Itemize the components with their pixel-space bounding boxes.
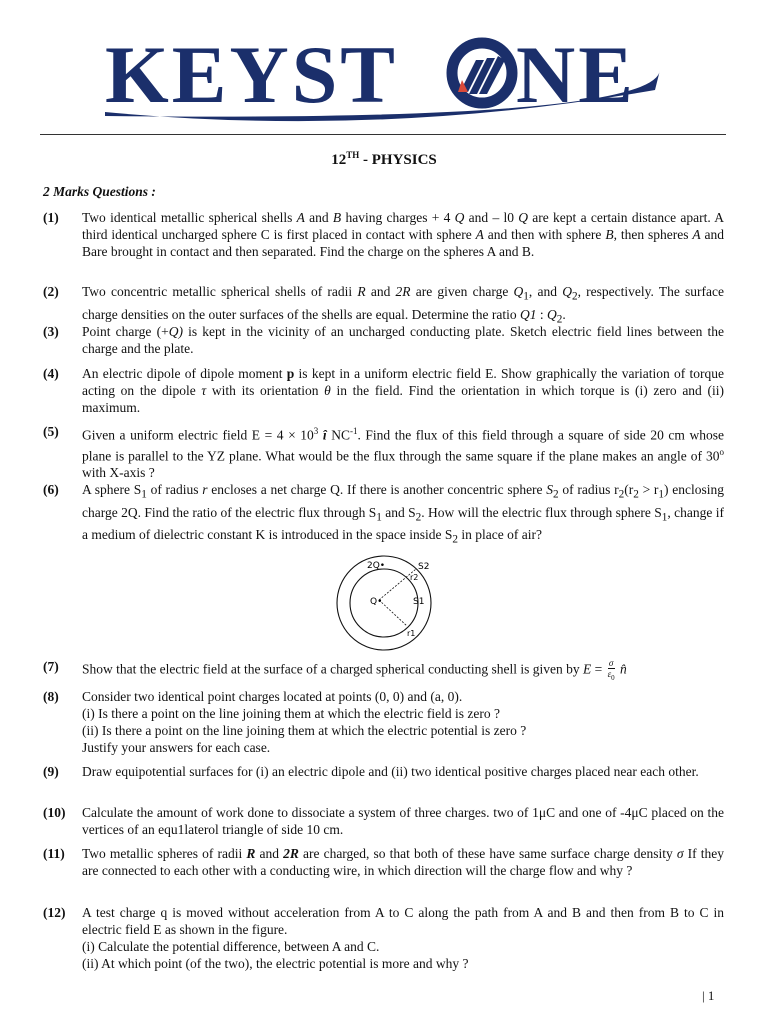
label-2q: 2Q• (367, 561, 386, 571)
label-r2: r2 (410, 573, 419, 582)
question-5 (43, 423, 724, 481)
label-s2: S2 (418, 562, 430, 572)
question-text: Two metallic spheres of radii R and 2R are charged, so that both of these have same surface charge density σ If they are connected to each other with a conducting wire, in which direction will the charge flow and why ? (82, 846, 724, 878)
question-text: Point charge (+Q) is kept in the vicinity of an uncharged conducting plate. Sketch electric field lines between the charge and the plate. (82, 324, 724, 356)
question-text (82, 688, 724, 756)
question-text: Two identical metallic spherical shells A and B having charges + 4 Q and – l0 Q are kept a certain distance apart. A third identical uncharged sphere C is first placed in contact with sphere A and then with sphere B, then spheres A and Bare brought in contact and then separated. Find the charge on the spheres A and B. (82, 210, 725, 259)
question-text: Given a uniform electric field $E = 4 \times 10^3$ î $NC^{-1}$. Find the flux of this field through a square of side 20 cm whose plane is parallel to the YZ plane. What would be the flux through the same square if the plane makes an angle of 30$^o$ with X-axis ? (82, 426, 724, 480)
question-number: (2) (43, 284, 59, 299)
question-2 (43, 283, 724, 328)
question-8 (43, 688, 724, 756)
concentric-spheres-figure (334, 553, 434, 653)
question-number: (5) (43, 424, 59, 439)
question-line: A test charge q is moved without acceleration from A to C along the path from A and B and then from B to C in electric field E as shown in the figure. (82, 905, 724, 937)
question-12 (43, 904, 724, 972)
page-number: | 1 (702, 988, 715, 1003)
label-r1: r1 (407, 629, 416, 638)
question-number: (4) (43, 366, 59, 381)
question-3 (43, 323, 724, 357)
sigma-over-epsilon: $\frac{\sigma}{\varepsilon_0}$ (607, 658, 615, 682)
question-text: Two concentric metallic spherical shells of radii R and 2R are given charge $Q_1$, and $Q_2$, respectively. The surface charge densities on the outer surfaces of the shells are equal. Determine the ratio Q1 : $Q_2$. (82, 284, 724, 326)
question-line: (i) Is there a point on the line joining them at which the electric field is zero ? (82, 706, 500, 721)
question-7 (43, 658, 724, 683)
logo-text-right: NE (516, 30, 636, 120)
label-q: Q• (370, 597, 383, 607)
question-text: Draw equipotential surfaces for (i) an electric dipole and (ii) two identical positive charges placed near each other. (82, 764, 699, 779)
question-line: (ii) At which point (of the two), the electric potential is more and why ? (82, 956, 469, 971)
question-number: (8) (43, 689, 59, 704)
inner-sphere-s1 (350, 569, 418, 637)
question-number: (7) (43, 659, 59, 674)
question-line: (ii) Is there a point on the line joining them at which the electric potential is zero ? (82, 723, 527, 738)
question-1 (43, 209, 724, 260)
question-9 (43, 763, 724, 780)
question-number: (10) (43, 805, 66, 820)
question-number: (12) (43, 905, 66, 920)
question-text: Show that the electric field at the surface of a charged spherical conducting shell is given by E = $\frac{\sigma}{\varepsilon_0}$ n̂ (82, 658, 627, 682)
question-number: (6) (43, 482, 59, 497)
keystone-logo (100, 30, 670, 135)
question-text (82, 904, 724, 972)
page-title: 12TH - PHYSICS (331, 150, 437, 168)
question-number: (9) (43, 764, 59, 779)
section-title: 2 Marks Questions : (43, 184, 156, 199)
question-10 (43, 804, 724, 838)
question-line: (i) Calculate the potential difference, between A and C. (82, 939, 380, 954)
question-line: Consider two identical point charges located at points (0, 0) and (a, 0). (82, 689, 463, 704)
label-s1: S1 (413, 597, 425, 607)
logo-text-left: KEYST (105, 30, 398, 120)
question-11 (43, 845, 724, 879)
question-line: Justify your answers for each case. (82, 740, 271, 755)
header-divider (40, 134, 726, 135)
logo-o-emblem (452, 43, 512, 103)
radius-r1-line (379, 600, 407, 626)
question-text: Calculate the amount of work done to dissociate a system of three charges. two of 1μC and one of -4μC placed on the vertices of an equ1laterol triangle of side 10 cm. (82, 805, 724, 837)
question-text: An electric dipole of dipole moment p is kept in a uniform electric field E. Show graphically the variation of torque acting on the dipole τ with its orientation θ in the field. Find the orientation in which torque is (i) zero and (ii) maximum. (82, 366, 724, 415)
question-4 (43, 365, 724, 416)
question-number: (3) (43, 324, 59, 339)
question-6 (43, 481, 724, 549)
question-number: (1) (43, 210, 59, 225)
question-text: A sphere $S_1$ of radius r encloses a net charge Q. If there is another concentric sphere $S_2$ of radius $r_2(r_2 > r_1)$ enclosing charge 2Q. Find the ratio of the electric flux through $S_1$ and $S_2$. How will the electric flux through sphere $S_1$, change if a medium of dielectric constant K is introduced in the space inside $S_2$ in place of air? (82, 482, 725, 547)
question-number: (11) (43, 846, 65, 861)
